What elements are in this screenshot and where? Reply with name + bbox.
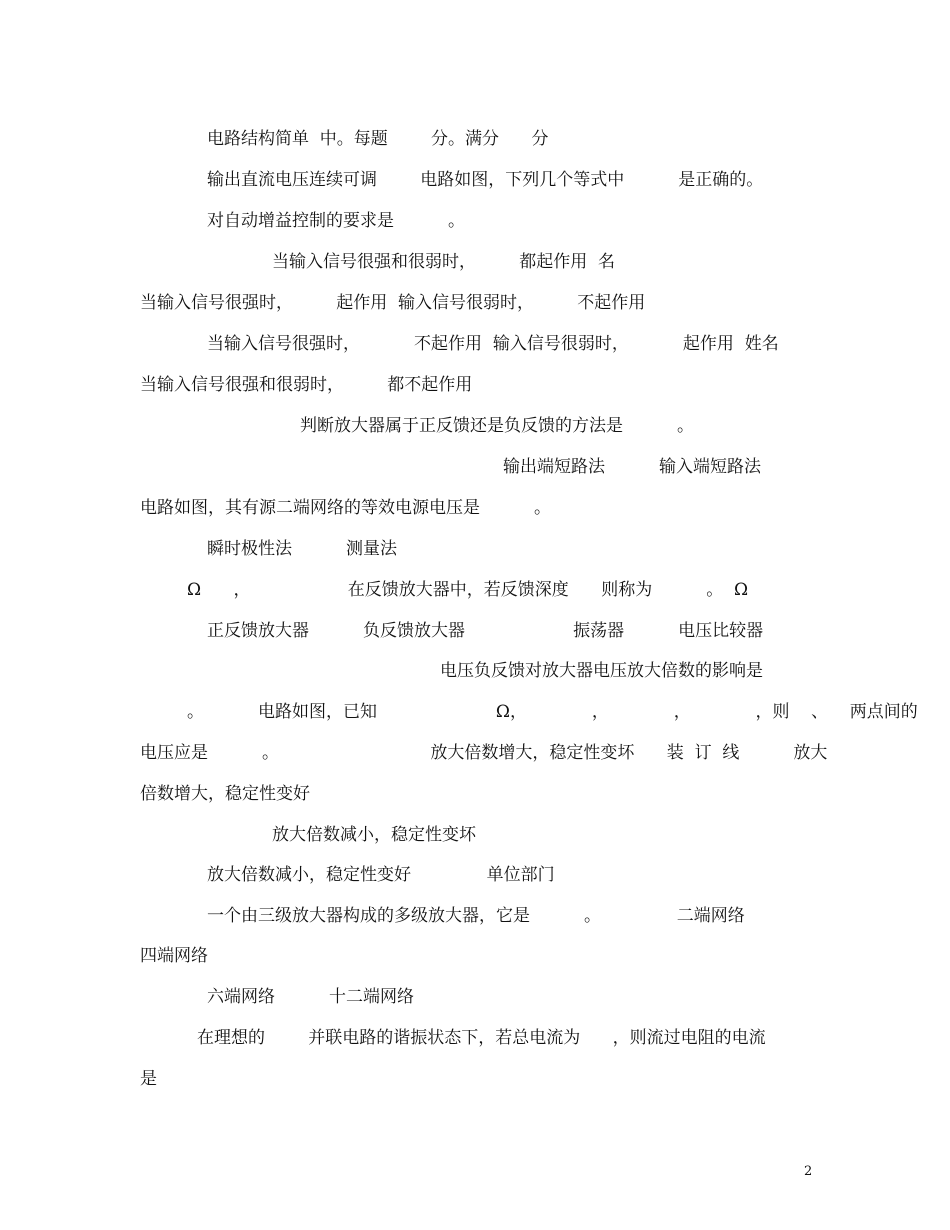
text-line: 正反馈放大器 负反馈放大器 振荡器 电压比较器: [207, 621, 764, 641]
text-line: 输出端短路法 输入端短路法: [503, 457, 762, 477]
text-line: 当输入信号很强时， 起作用 输入信号很弱时， 不起作用: [140, 293, 646, 313]
text-line: 电压负反馈对放大器电压放大倍数的影响是: [440, 661, 763, 681]
text-line: 当输入信号很强和很弱时， 都起作用 名: [272, 252, 616, 272]
text-line: 是: [140, 1069, 157, 1089]
text-line: 放大倍数减小，稳定性变坏: [272, 825, 476, 845]
text-line: 电路结构简单 中。每题 分。满分 分: [207, 129, 549, 149]
text-line: 瞬时极性法 测量法: [207, 539, 398, 559]
text-line: 倍数增大，稳定性变好: [140, 784, 310, 804]
text-line: 当输入信号很强时， 不起作用 输入信号很弱时， 起作用 姓名: [207, 334, 779, 354]
text-line: 。 电路如图，已知 Ω， ， ， ，则 、 两点间的: [187, 702, 918, 722]
text-line: 当输入信号很强和很弱时， 都不起作用: [140, 375, 473, 395]
text-line: 在理想的 并联电路的谐振状态下，若总电流为 ，则流过电阻的电流: [197, 1028, 766, 1048]
text-line: 对自动增益控制的要求是 。: [207, 211, 466, 231]
text-line: 输出直流电压连续可调 电路如图，下列几个等式中 是正确的。: [207, 170, 764, 190]
text-line: Ω ， 在反馈放大器中，若反馈深度 则称为 。 Ω: [187, 580, 749, 600]
text-line: 一个由三级放大器构成的多级放大器，它是 。 二端网络: [207, 906, 745, 926]
page-number: 2: [804, 1164, 813, 1179]
text-line: 判断放大器属于正反馈还是负反馈的方法是 。: [300, 416, 695, 436]
text-line: 六端网络 十二端网络: [207, 987, 415, 1007]
text-line: 电路如图，其有源二端网络的等效电源电压是 。: [140, 498, 552, 518]
text-line: 放大倍数减小，稳定性变好 单位部门: [207, 865, 555, 885]
text-line: 电压应是 。 放大倍数增大，稳定性变坏 装 订 线 放大: [140, 743, 828, 763]
text-line: 四端网络: [140, 946, 208, 966]
